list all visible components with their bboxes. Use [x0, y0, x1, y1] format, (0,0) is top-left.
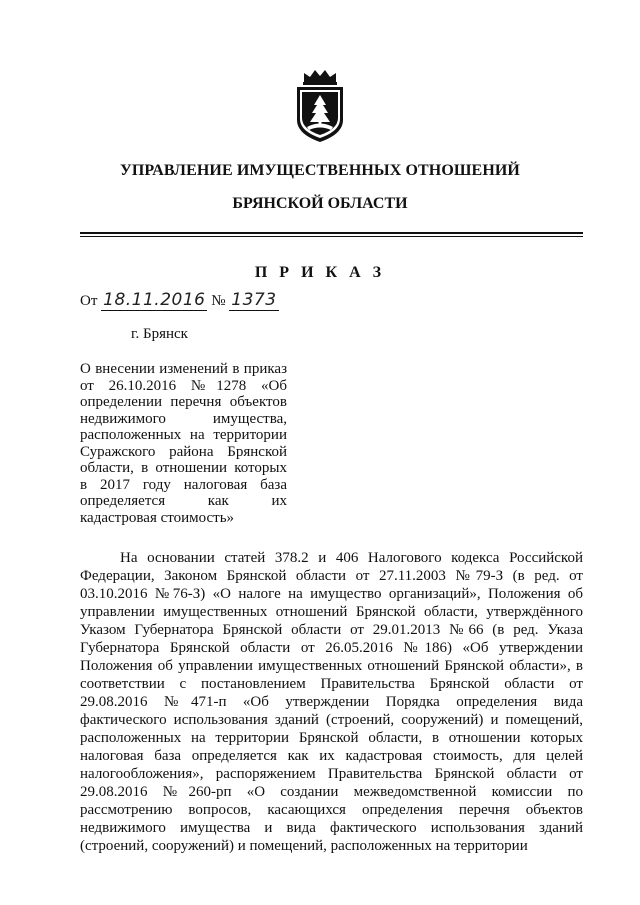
number-prefix: №: [211, 293, 226, 309]
date-field: [101, 290, 207, 311]
date-prefix: От: [80, 293, 98, 309]
order-subject: О внесении изменений в приказ от 26.10.2016 №1278 «Об определении перечня объектов недвижимого имущества, расположенных на территории Суражского района Брянской области, в отношении которых в 2017 году налоговая база определяется как их кадастровая стоимость»: [80, 361, 287, 526]
organization-name-line1: УПРАВЛЕНИЕ ИМУЩЕСТВЕННЫХ ОТНОШЕНИЙ: [120, 162, 520, 179]
order-body-text: На основании статей 378.2 и 406 Налогового кодекса Российской Федерации, Законом Брянской области от 27.11.2003 №79-З (в ред. от 03.10.2016 №76-З) «О налоге на имущество организаций», Положения об управлении имущественных отношений Брянской области, утверждённого Указом Губернатора Брянской области от 29.01.2013 №66 (в ред. Указа Губернатора Брянской области от 26.05.2016 №186) «Об утверждении Положения об управлении имущественных отношений Брянской области», в соответствии с постановлением Правительства Брянской области от 29.08.2016 №471-п «Об утверждении Порядка определения вида фактического использования зданий (строений, сооружений) и помещений, расположенных на территории Брянской области, в отношении которых налоговая база определяется как их кадастровая стоимость, для целей налогообложения», распоряжением Правительства Брянской области от 29.08.2016 №260-рп «О создании межведомственной комиссии по рассмотрению вопросов, касающихся определения перечня объектов недвижимого имущества и вида фактического использования зданий (строений, сооружений) и помещений, расположенных на территории: [80, 550, 583, 854]
city: г. Брянск: [131, 326, 188, 342]
number-field: [229, 290, 278, 311]
handwritten-number: 1373: [231, 290, 277, 310]
document-type-title: П Р И К А З: [254, 264, 386, 281]
coat-of-arms-emblem: [293, 68, 347, 144]
header-rule-thin: [80, 236, 583, 237]
header-rule-thick: [80, 232, 583, 234]
date-number-line: [80, 290, 279, 311]
handwritten-date: 18.11.2016: [103, 290, 206, 310]
organization-name-line2: БРЯНСКОЙ ОБЛАСТИ: [232, 195, 408, 212]
